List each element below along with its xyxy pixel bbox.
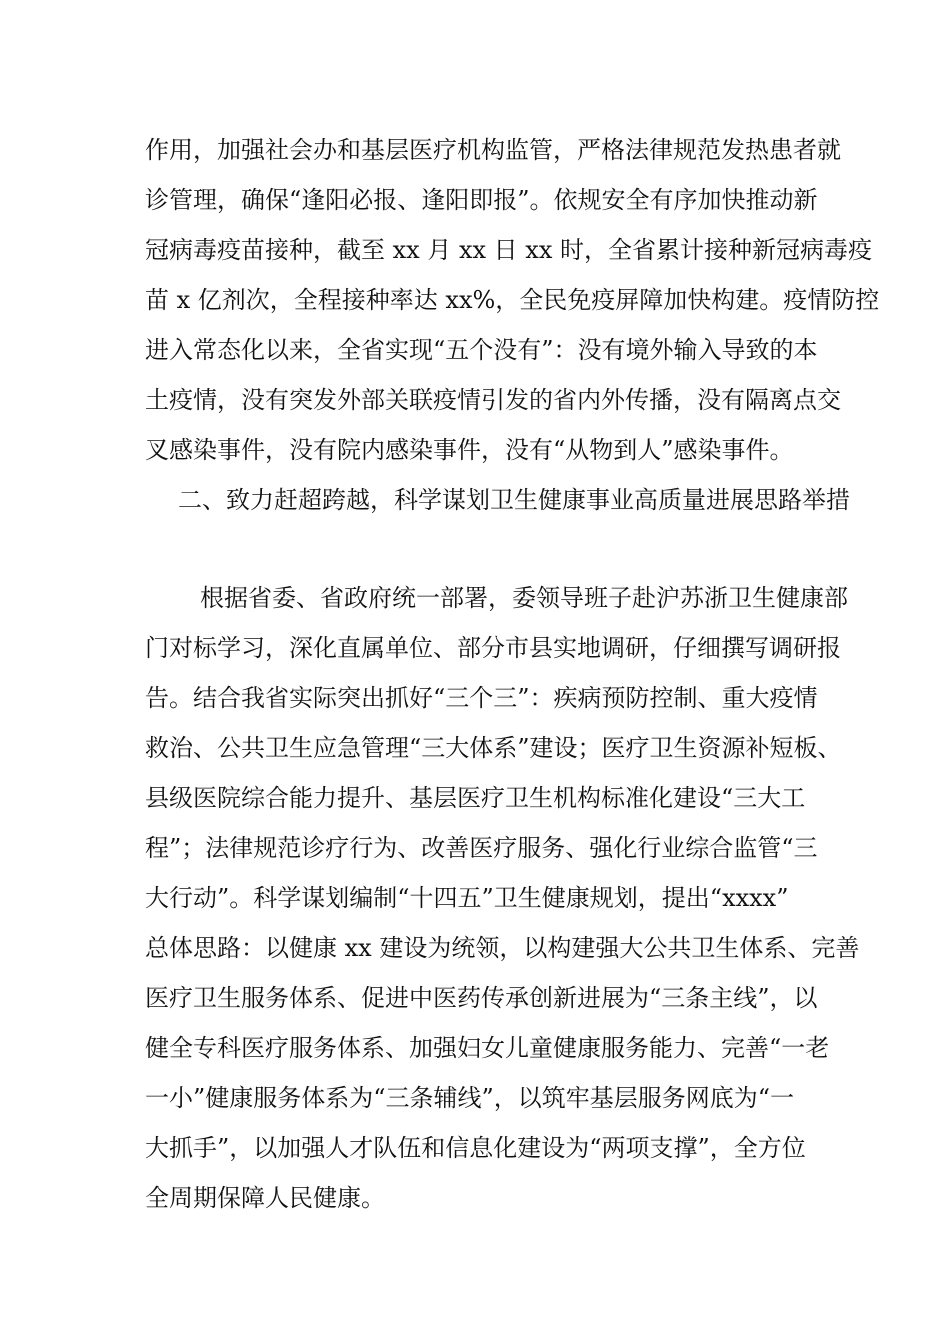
paragraph-line: 总体思路：以健康 xx 建设为统领，以构建强大公共卫生体系、完善 [145, 934, 860, 962]
paragraph-line: 诊管理，确保“逢阳必报、逢阳即报”。依规安全有序加快推动新 [145, 186, 818, 214]
paragraph-line: 县级医院综合能力提升、基层医疗卫生机构标准化建设“三大工 [145, 784, 806, 812]
paragraph-line: 告。结合我省实际突出抓好“三个三”：疾病预防控制、重大疫情 [145, 684, 818, 712]
paragraph-line: 大抓手”，以加强人才队伍和信息化建设为“两项支撑”，全方位 [145, 1134, 806, 1162]
section-heading: 二、致力赶超跨越，科学谋划卫生健康事业高质量进展思路举措 [178, 486, 850, 514]
paragraph-line: 作用，加强社会办和基层医疗机构监管，严格法律规范发热患者就 [145, 136, 841, 164]
paragraph-line: 一小”健康服务体系为“三条辅线”，以筑牢基层服务网底为“一 [145, 1084, 795, 1112]
paragraph-line: 进入常态化以来，全省实现“五个没有”：没有境外输入导致的本 [145, 336, 818, 364]
paragraph-line: 程”；法律规范诊疗行为、改善医疗服务、强化行业综合监管“三 [145, 834, 818, 862]
paragraph-line: 土疫情，没有突发外部关联疫情引发的省内外传播，没有隔离点交 [145, 386, 841, 414]
paragraph-line: 全周期保障人民健康。 [145, 1184, 385, 1212]
paragraph-line: 根据省委、省政府统一部署，委领导班子赴沪苏浙卫生健康部 [200, 584, 848, 612]
paragraph-line: 救治、公共卫生应急管理“三大体系”建设；医疗卫生资源补短板、 [145, 734, 842, 762]
paragraph-line: 冠病毒疫苗接种，截至 xx 月 xx 日 xx 时，全省累计接种新冠病毒疫 [145, 236, 872, 264]
paragraph-line: 健全专科医疗服务体系、加强妇女儿童健康服务能力、完善“一老 [145, 1034, 830, 1062]
paragraph-line: 门对标学习，深化直属单位、部分市县实地调研，仔细撰写调研报 [145, 634, 841, 662]
paragraph-line: 医疗卫生服务体系、促进中医药传承创新进展为“三条主线”，以 [145, 984, 818, 1012]
paragraph-line: 苗 x 亿剂次，全程接种率达 xx%，全民免疫屏障加快构建。疫情防控 [145, 286, 880, 314]
paragraph-line: 叉感染事件，没有院内感染事件，没有“从物到人”感染事件。 [145, 436, 794, 464]
paragraph-line: 大行动”。科学谋划编制“十四五”卫生健康规划，提出“xxxx” [145, 884, 789, 912]
